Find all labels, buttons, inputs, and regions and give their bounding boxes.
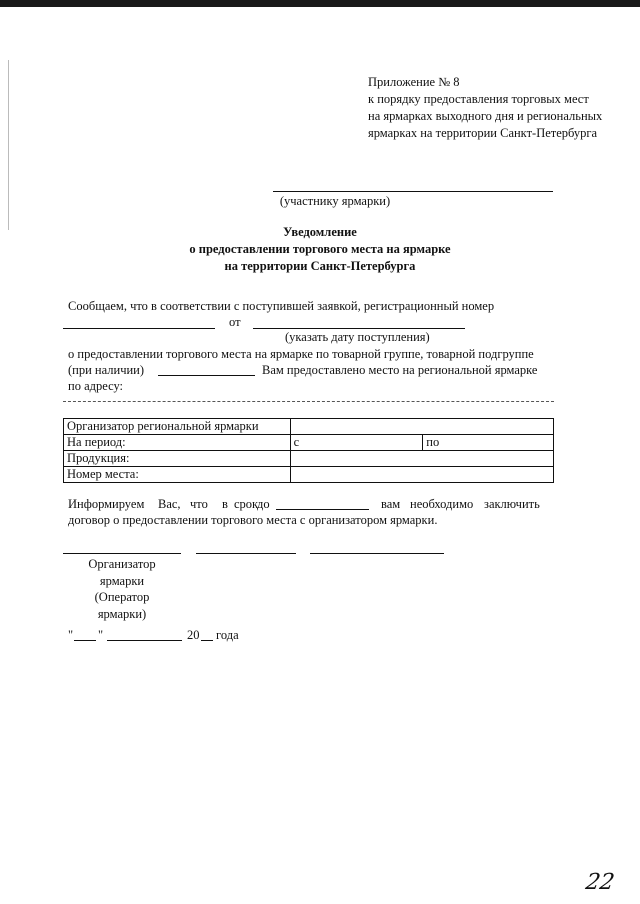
inform-word: до xyxy=(257,497,270,511)
inform-word: Информируем xyxy=(68,497,145,511)
inform-word: в xyxy=(222,497,228,511)
date-quote-open: " xyxy=(68,628,74,642)
signature-caption-line: ярмарки) xyxy=(97,606,147,621)
body-line-5: по адресу: xyxy=(68,379,124,393)
fair-info-table xyxy=(63,418,554,483)
row-label: Продукция: xyxy=(64,451,291,467)
table-row xyxy=(64,467,554,483)
signature-blank-sign[interactable] xyxy=(196,553,296,554)
date-day-blank[interactable] xyxy=(74,640,96,641)
inform-word: необходимо xyxy=(410,497,474,511)
period-from-cell[interactable]: с xyxy=(290,435,423,451)
reg-number-blank[interactable] xyxy=(63,328,215,329)
inform-word: вам xyxy=(381,497,401,511)
row-label: Номер места: xyxy=(64,467,291,483)
place-number-cell[interactable] xyxy=(290,467,553,483)
date-month-blank[interactable] xyxy=(107,640,182,641)
inform-word: Вас, xyxy=(158,497,181,511)
row-label: Организатор региональной ярмарки xyxy=(64,419,291,435)
inform-line-2: договор о предоставлении торгового места с организатором ярмарки. xyxy=(68,513,438,527)
recipient-label: (участнику ярмарки) xyxy=(279,194,391,208)
appendix-ref-line: на ярмарках выходного дня и региональных xyxy=(368,109,603,123)
organizer-cell[interactable] xyxy=(290,419,553,435)
inform-word: заключить xyxy=(484,497,540,511)
inform-word: срок xyxy=(234,497,259,511)
signature-blank-org[interactable] xyxy=(63,553,181,554)
appendix-ref-line: ярмарках на территории Санкт-Петербурга xyxy=(368,126,598,140)
recipient-blank-line[interactable] xyxy=(273,191,553,192)
date-year-prefix: 20 xyxy=(187,628,200,642)
body-line-1: Сообщаем, что в соответствии с поступившей заявкой, регистрационный номер xyxy=(68,299,495,313)
date-hint: (указать дату поступления) xyxy=(285,330,430,344)
scan-left-mark xyxy=(8,60,9,230)
signature-caption-line: Организатор xyxy=(88,557,156,571)
signature-caption xyxy=(63,556,181,622)
date-year-blank[interactable] xyxy=(201,640,213,641)
table-row xyxy=(64,451,554,467)
signature-blank-name[interactable] xyxy=(310,553,444,554)
signature-caption-line: ярмарки xyxy=(99,573,145,588)
table-row xyxy=(64,419,554,435)
scan-top-border xyxy=(0,0,640,7)
products-cell[interactable] xyxy=(290,451,553,467)
appendix-header xyxy=(368,74,628,142)
deadline-blank[interactable] xyxy=(276,509,369,510)
title-line: Уведомление xyxy=(283,225,357,239)
date-year-suffix: года xyxy=(216,628,239,642)
table-row xyxy=(64,435,554,451)
document-title xyxy=(130,224,510,275)
page-number: 22 xyxy=(583,870,617,895)
body-line-4b: Вам предоставлено место на региональной ярмарке xyxy=(262,363,538,377)
body-line-3: о предоставлении торгового места на ярмарке по товарной группе, товарной подгруппе xyxy=(68,347,534,361)
period-to-cell[interactable]: по xyxy=(423,435,554,451)
title-line: о предоставлении торгового места на ярмарке xyxy=(189,242,451,256)
from-word: от xyxy=(229,315,241,329)
row-label: На период: xyxy=(64,435,291,451)
inform-word: что xyxy=(190,497,208,511)
appendix-number: Приложение № 8 xyxy=(368,75,460,89)
address-blank[interactable] xyxy=(63,401,554,402)
date-quote-close: " xyxy=(98,628,104,642)
appendix-ref-line: к порядку предоставления торговых мест xyxy=(368,92,589,106)
body-line-4a: (при наличии) xyxy=(68,363,145,377)
signature-caption-line: (Оператор xyxy=(94,590,150,604)
title-line: на территории Санкт-Петербурга xyxy=(224,259,416,273)
subgroup-blank[interactable] xyxy=(158,375,255,376)
